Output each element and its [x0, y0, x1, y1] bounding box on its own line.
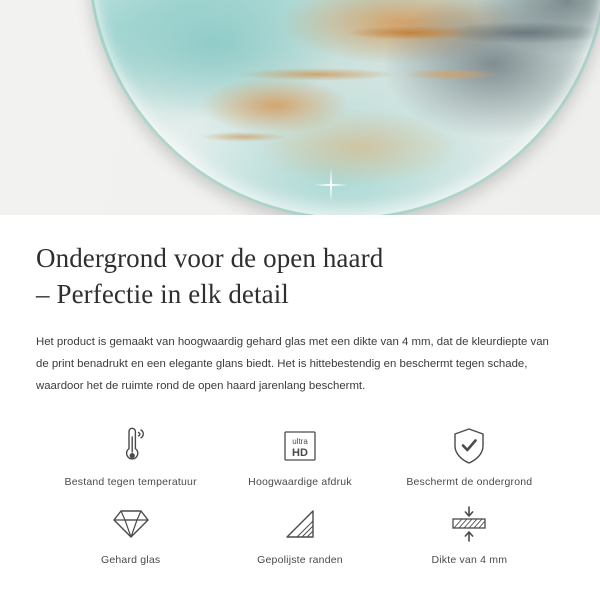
feature-label: Gehard glas: [100, 553, 161, 566]
content-block: [0, 215, 600, 566]
description-paragraph: Het product is gemaakt van hoogwaardig gehard glas met een dikte van 4 mm, dat de kleurdiepte van de print benadrukt en een elegante glans biedt. Het is hittebestendig en beschermt tegen schade, waardoor het de ruimte rond de open haard jarenlang beschermt.: [36, 335, 549, 393]
feature-item-tempered-glass: [46, 502, 215, 566]
svg-text:ultra: ultra: [292, 436, 308, 446]
round-glass-panel: [88, 0, 600, 215]
ultra-hd-icon: [283, 424, 317, 468]
feature-label: Hoogwaardige afdruk: [248, 475, 352, 488]
diamond-icon: [112, 502, 150, 546]
hero-image: [0, 0, 600, 215]
feature-label: Bestand tegen temperatuur: [64, 475, 197, 488]
feature-item-surface-protection: [385, 424, 554, 488]
feature-item-thickness: [385, 502, 554, 566]
shield-check-icon: [451, 424, 487, 468]
thermometer-icon: [116, 424, 146, 468]
description-text: [36, 331, 564, 398]
page-title-line-2: – Perfectie in elk detail: [36, 278, 289, 309]
page-title-line-1: Ondergrond voor de open haard: [36, 243, 384, 273]
feature-item-temperature: [46, 424, 215, 488]
feature-item-polished-edges: [215, 502, 384, 566]
thickness-arrows-icon: [449, 502, 489, 546]
polished-edges-icon: [283, 502, 317, 546]
page-title: [36, 241, 564, 313]
feature-label: Gepolijste randen: [257, 553, 343, 566]
feature-label: Beschermt de ondergrond: [406, 475, 533, 488]
feature-grid: [36, 424, 564, 566]
feature-item-print-quality: [215, 424, 384, 488]
svg-text:HD: HD: [292, 446, 308, 459]
feature-label: Dikte van 4 mm: [431, 553, 508, 566]
